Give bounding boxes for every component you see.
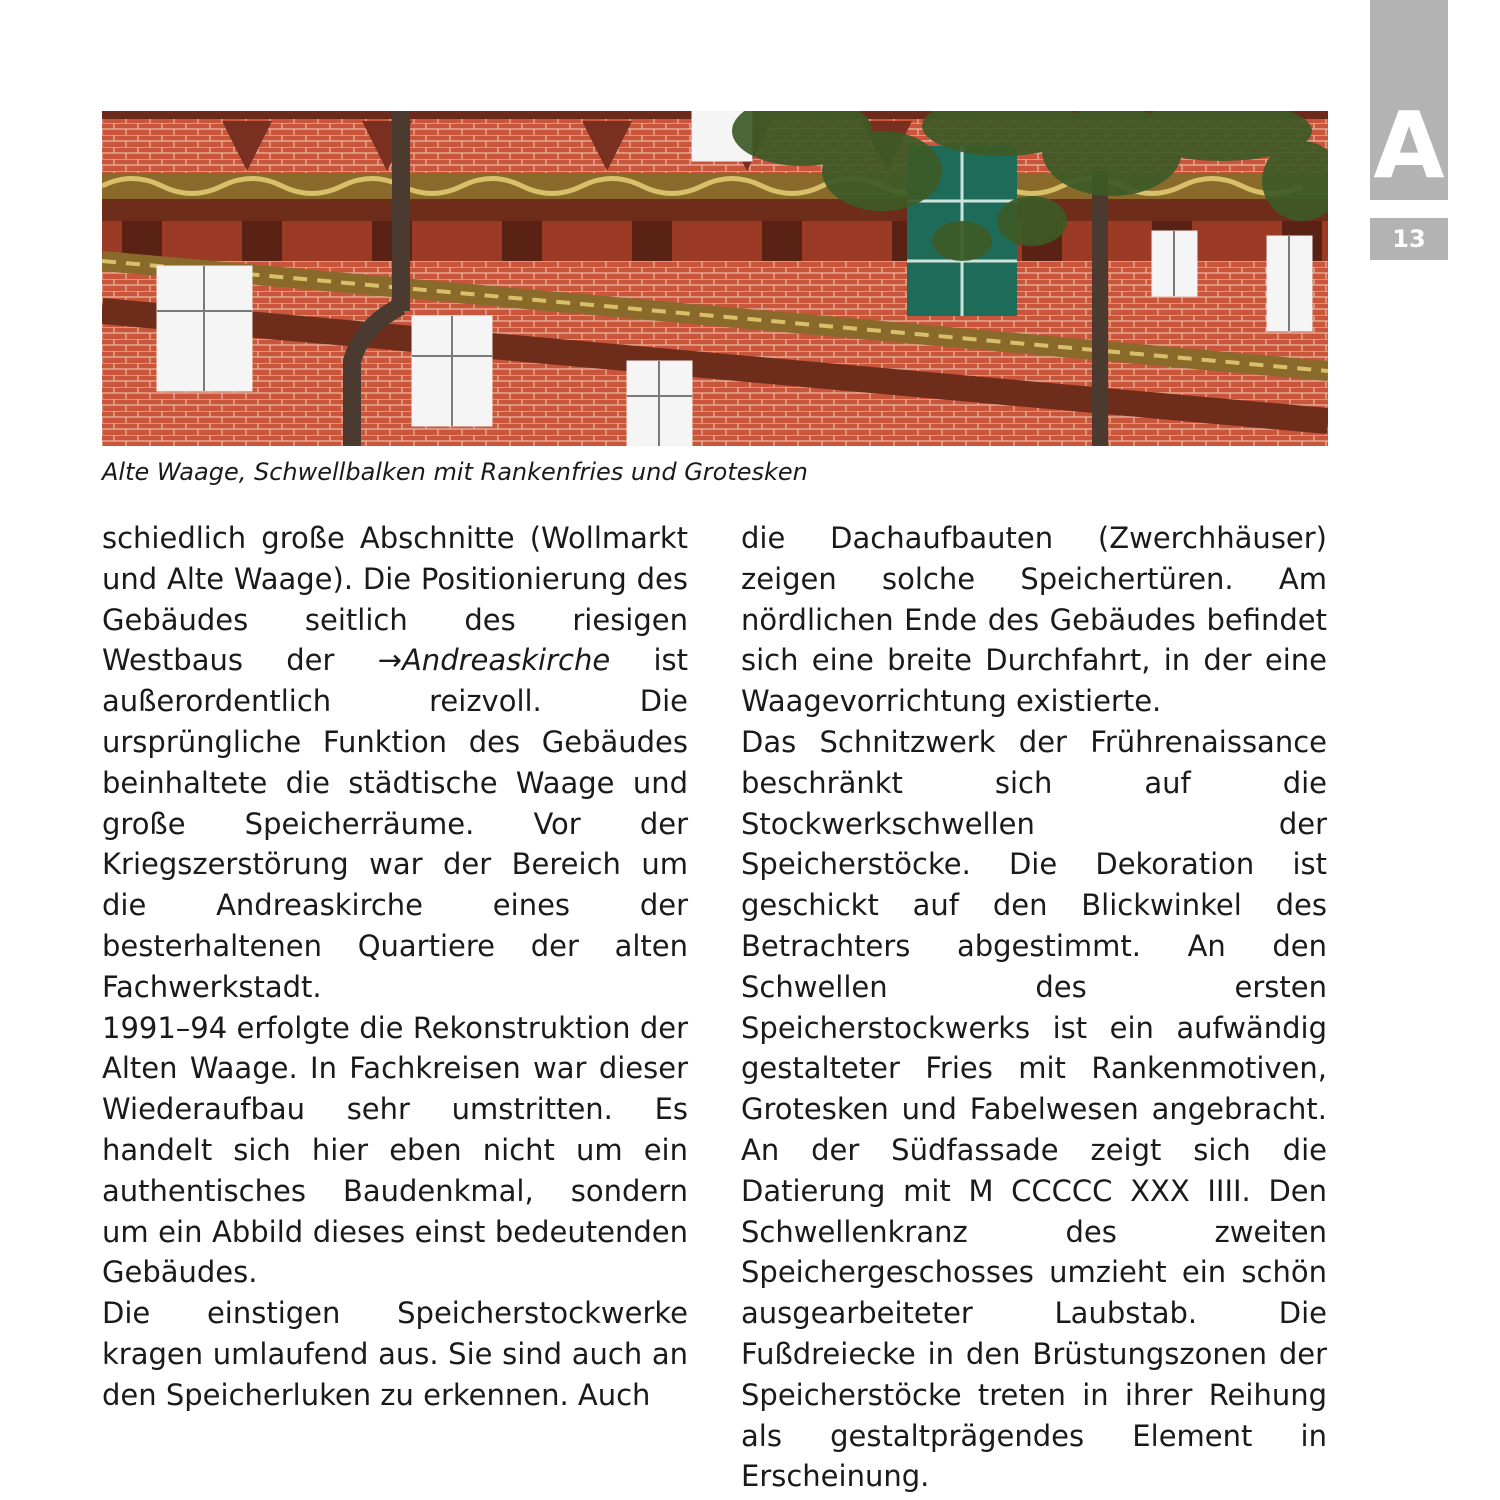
text-run: schiedlich große Abschnitte (Wollmarkt und Alte Waage). Die Positionierung des Gebäudes seitlich des riesigen Westbaus der xyxy=(102,521,688,678)
photo-caption: Alte Waage, Schwellbalken mit Rankenfries und Grotesken xyxy=(102,458,808,486)
facade-illustration xyxy=(102,111,1328,446)
paragraph: 1991–94 erfolgte die Rekonstruktion der Alten Waage. In Fachkreisen war dieser Wiederaufbau sehr umstritten. Es handelt sich hier eben nicht um ein authentisches Baudenkmal, sondern um ein Abbild dieses einst bedeutenden Gebäudes. xyxy=(102,1010,688,1290)
paragraph: Das Schnitzwerk der Frührenaissance beschränkt sich auf die Stockwerkschwellen der Speicherstöcke. Die Dekoration ist geschickt auf den Blickwinkel des Betrachters abgestimmt. An den Schwellen des ersten Speicherstockwerks ist ein aufwändig gestalteter Fries mit Rankenmotiven, Grotesken und Fabelwesen angebracht. An der Südfassade zeigt sich die Datierung mit M CCCCC XXX IIII. Den Schwellenkranz des zweiten Speichergeschosses umzieht ein schön ausgearbeiteter Laubstab. Die Fußdreiecke in den Brüstungszonen der Speicherstöcke treten in ihrer Reihung als gestaltprägendes Element in Erscheinung. xyxy=(741,724,1327,1494)
cross-reference-link[interactable]: →Andreaskirche xyxy=(377,643,611,678)
paragraph xyxy=(102,518,688,1008)
page-number: 13 xyxy=(1370,218,1448,260)
paragraph: die Dachaufbauten (Zwerchhäuser) zeigen solche Speichertüren. Am nördlichen Ende des Gebäudes befindet sich eine breite Durchfahrt, in der eine Waagevorrichtung existierte. xyxy=(741,521,1327,719)
chapter-tab-letter: A xyxy=(1370,0,1448,200)
paragraph: Die einstigen Speicherstockwerke kragen umlaufend aus. Sie sind auch an den Speicherluken zu erkennen. Auch xyxy=(102,1296,688,1412)
facade-photo xyxy=(102,111,1328,446)
text-column-left xyxy=(102,518,688,1416)
text-column-right xyxy=(741,518,1327,1497)
text-run: ist außerordentlich reizvoll. Die ursprüngliche Funktion des Gebäudes beinhaltete die städtische Waage und große Speicherräume. Vor der Kriegszerstörung war der Bereich um die Andreaskirche eines der besterhaltenen Quartiere der alten Fachwerkstadt. xyxy=(102,643,688,1004)
